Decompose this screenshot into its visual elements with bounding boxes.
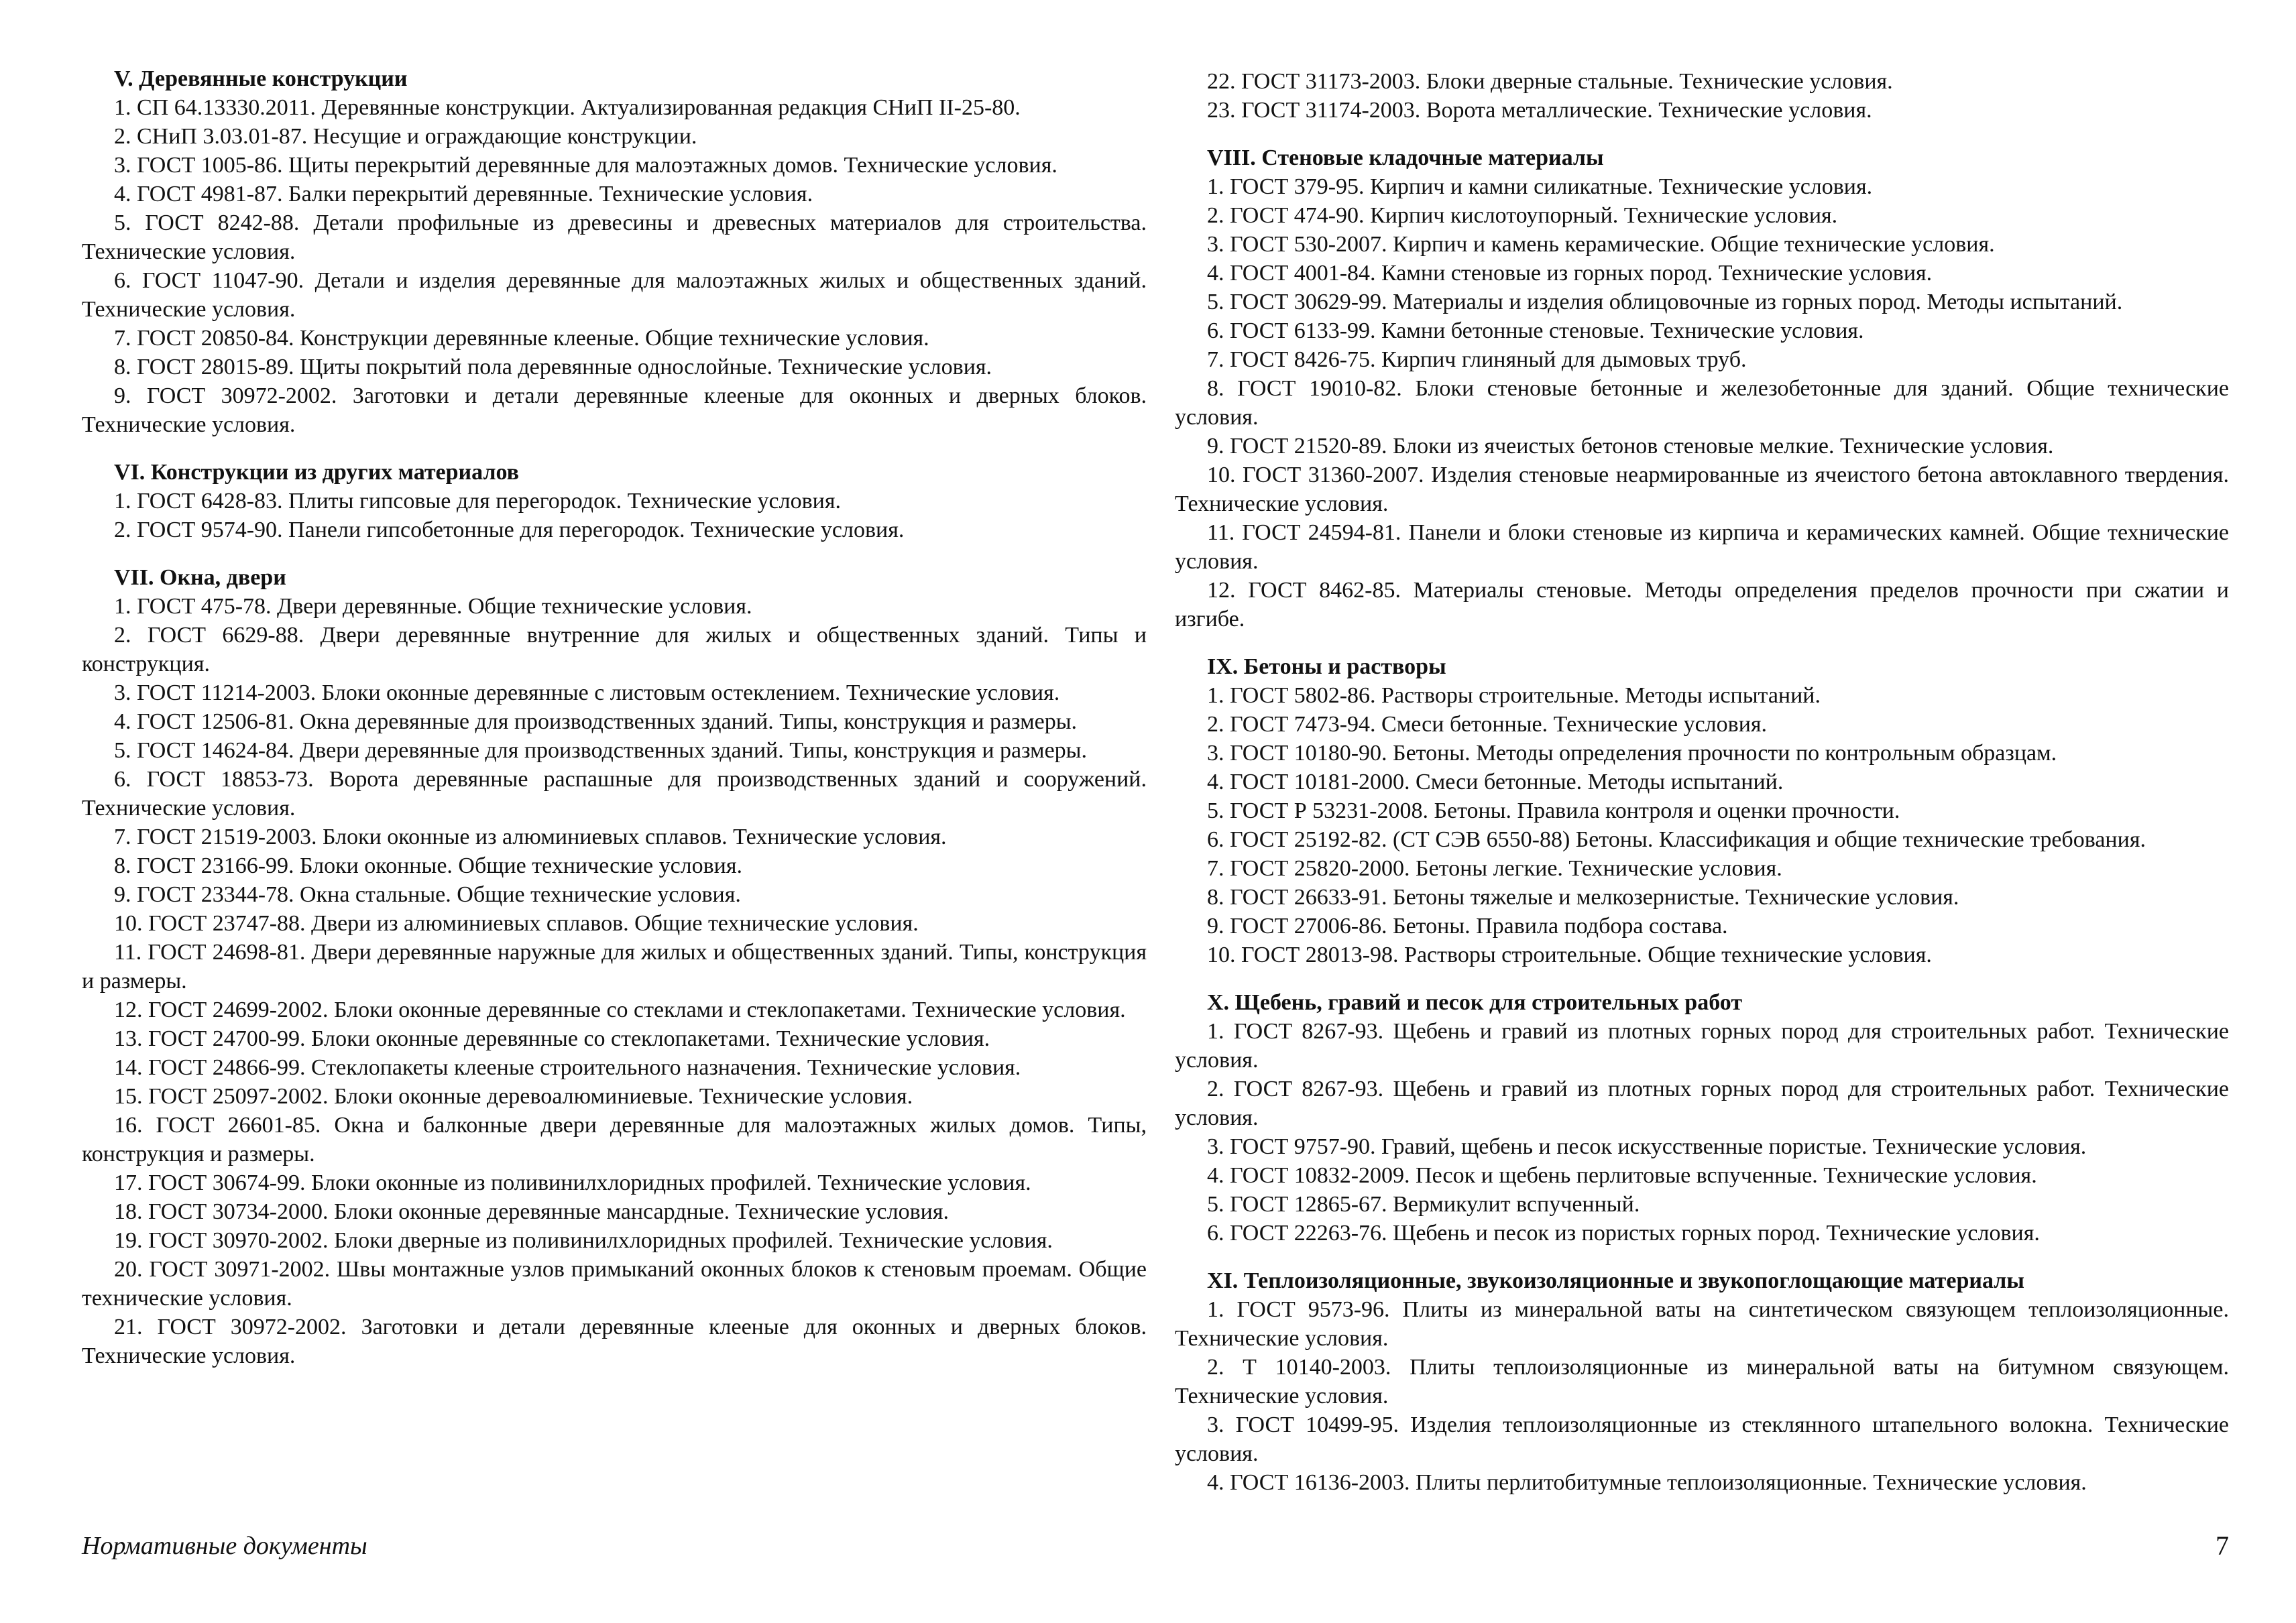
reference-item: 2. ГОСТ 474-90. Кирпич кислотоупорный. Технические условия. [1207, 203, 1838, 228]
reference-item: 4. ГОСТ 16136-2003. Плиты перлитобитумные теплоизоляционные. Технические условия. [1207, 1470, 2087, 1495]
running-footer-title: Нормативные документы [82, 1532, 367, 1560]
section-heading: V. Деревянные конструкции [114, 66, 408, 91]
reference-item: 4. ГОСТ 10181-2000. Смеси бетонные. Методы испытаний. [1207, 770, 1784, 794]
reference-item: 9. ГОСТ 21520-89. Блоки из ячеистых бетонов стеновые мелкие. Технические условия. [1207, 434, 2054, 459]
section-heading: VII. Окна, двери [114, 565, 286, 590]
reference-item: 13. ГОСТ 24700-99. Блоки оконные деревянные со стеклопакетами. Технические условия. [114, 1026, 990, 1051]
reference-item: 21. ГОСТ 30972-2002. Заготовки и детали деревянные клееные для оконных и дверных блоков. Технические условия. [82, 1315, 1147, 1368]
reference-item: 8. ГОСТ 23166-99. Блоки оконные. Общие технические условия. [114, 853, 743, 878]
reference-item: 7. ГОСТ 25820-2000. Бетоны легкие. Технические условия. [1207, 856, 1782, 881]
section-heading: XI. Теплоизоляционные, звукоизоляционные и звукопоглощающие материалы [1207, 1268, 2024, 1293]
section [1175, 1266, 2229, 1497]
reference-item: 6. ГОСТ 22263-76. Щебень и песок из пористых горных пород. Технические условия. [1207, 1221, 2040, 1246]
section [82, 563, 1147, 1370]
reference-item: 17. ГОСТ 30674-99. Блоки оконные из поливинилхлоридных профилей. Технические условия. [114, 1170, 1031, 1195]
reference-item: 5. ГОСТ 12865-67. Вермикулит вспученный. [1207, 1192, 1640, 1217]
section [82, 64, 1147, 439]
reference-item: 1. ГОСТ 475-78. Двери деревянные. Общие технические условия. [114, 594, 752, 619]
reference-item: 3. ГОСТ 10499-95. Изделия теплоизоляционные из стеклянного штапельного волокна. Технические условия. [1175, 1412, 2229, 1466]
reference-item: 8. ГОСТ 28015-89. Щиты покрытий пола деревянные однослойные. Технические условия. [114, 355, 992, 379]
section-heading: X. Щебень, гравий и песок для строительных работ [1207, 990, 1743, 1015]
reference-item: 1. ГОСТ 5802-86. Растворы строительные. Методы испытаний. [1207, 683, 1821, 708]
reference-item: 3. ГОСТ 11214-2003. Блоки оконные деревянные с листовым остеклением. Технические условия. [114, 680, 1060, 705]
reference-item: 9. ГОСТ 23344-78. Окна стальные. Общие технические условия. [114, 882, 741, 907]
reference-item: 8. ГОСТ 26633-91. Бетоны тяжелые и мелкозернистые. Технические условия. [1207, 885, 1959, 910]
reference-item: 2. ГОСТ 8267-93. Щебень и гравий из плотных горных пород для строительных работ. Технические условия. [1175, 1077, 2229, 1130]
reference-item: 4. ГОСТ 10832-2009. Песок и щебень перлитовые вспученные. Технические условия. [1207, 1163, 2037, 1188]
reference-item: 5. ГОСТ 8242-88. Детали профильные из древесины и древесных материалов для строительства. Технические условия. [82, 211, 1147, 264]
reference-item: 23. ГОСТ 31174-2003. Ворота металлические. Технические условия. [1207, 98, 1872, 123]
reference-item: 20. ГОСТ 30971-2002. Швы монтажные узлов примыканий оконных блоков к стеновым проемам. Общие технические условия. [82, 1257, 1147, 1311]
reference-item: 2. СНиП 3.03.01-87. Несущие и ограждающие конструкции. [114, 124, 697, 149]
reference-item: 10. ГОСТ 31360-2007. Изделия стеновые неармированные из ячеистого бетона автоклавного твердения. Технические условия. [1175, 463, 2229, 516]
reference-item: 2. ГОСТ 6629-88. Двери деревянные внутренние для жилых и общественных зданий. Типы и конструкция. [82, 623, 1147, 676]
reference-item: 7. ГОСТ 21519-2003. Блоки оконные из алюминиевых сплавов. Технические условия. [114, 825, 947, 849]
section [1175, 143, 2229, 634]
reference-item: 3. ГОСТ 9757-90. Гравий, щебень и песок искусственные пористые. Технические условия. [1207, 1134, 2087, 1159]
reference-item: 9. ГОСТ 27006-86. Бетоны. Правила подбора состава. [1207, 914, 1728, 939]
reference-item: 5. ГОСТ Р 53231-2008. Бетоны. Правила контроля и оценки прочности. [1207, 798, 1900, 823]
reference-item: 12. ГОСТ 8462-85. Материалы стеновые. Методы определения пределов прочности при сжатии и изгибе. [1175, 578, 2229, 632]
continued-section [1175, 67, 2229, 125]
reference-item: 4. ГОСТ 4981-87. Балки перекрытий деревянные. Технические условия. [114, 182, 813, 206]
reference-item: 4. ГОСТ 4001-84. Камни стеновые из горных пород. Технические условия. [1207, 261, 1933, 286]
reference-item: 18. ГОСТ 30734-2000. Блоки оконные деревянные мансардные. Технические условия. [114, 1199, 950, 1224]
reference-item: 15. ГОСТ 25097-2002. Блоки оконные деревоалюминиевые. Технические условия. [114, 1084, 913, 1109]
section-heading: IX. Бетоны и растворы [1207, 654, 1446, 679]
reference-item: 22. ГОСТ 31173-2003. Блоки дверные стальные. Технические условия. [1207, 69, 1893, 94]
reference-item: 5. ГОСТ 30629-99. Материалы и изделия облицовочные из горных пород. Методы испытаний. [1207, 290, 2123, 314]
reference-item: 14. ГОСТ 24866-99. Стеклопакеты клееные строительного назначения. Технические условия. [114, 1055, 1021, 1080]
right-column [1175, 0, 2229, 1516]
reference-item: 2. ГОСТ 9574-90. Панели гипсобетонные для перегородок. Технические условия. [114, 518, 905, 542]
left-column [82, 0, 1147, 1389]
page-number: 7 [2216, 1530, 2229, 1561]
section-heading: VIII. Стеновые кладочные материалы [1207, 145, 1604, 170]
reference-item: 6. ГОСТ 11047-90. Детали и изделия деревянные для малоэтажных жилых и общественных зданий. Технические условия. [82, 268, 1147, 322]
section [1175, 988, 2229, 1248]
reference-item: 7. ГОСТ 20850-84. Конструкции деревянные клееные. Общие технические условия. [114, 326, 929, 351]
reference-item: 7. ГОСТ 8426-75. Кирпич глиняный для дымовых труб. [1207, 347, 1747, 372]
reference-item: 1. ГОСТ 8267-93. Щебень и гравий из плотных горных пород для строительных работ. Технические условия. [1175, 1019, 2229, 1073]
section [82, 458, 1147, 544]
reference-item: 19. ГОСТ 30970-2002. Блоки дверные из поливинилхлоридных профилей. Технические условия. [114, 1228, 1053, 1253]
reference-item: 2. ГОСТ 7473-94. Смеси бетонные. Технические условия. [1207, 712, 1768, 737]
reference-item: 10. ГОСТ 28013-98. Растворы строительные. Общие технические условия. [1207, 943, 1932, 967]
reference-item: 1. ГОСТ 379-95. Кирпич и камни силикатные. Технические условия. [1207, 174, 1873, 199]
reference-item: 1. СП 64.13330.2011. Деревянные конструкции. Актуализированная редакция СНиП II-25-80. [114, 95, 1021, 120]
reference-item: 9. ГОСТ 30972-2002. Заготовки и детали деревянные клееные для оконных и дверных блоков. Технические условия. [82, 383, 1147, 437]
reference-item: 6. ГОСТ 18853-73. Ворота деревянные распашные для производственных зданий и сооружений. Технические условия. [82, 767, 1147, 821]
reference-item: 11. ГОСТ 24698-81. Двери деревянные наружные для жилых и общественных зданий. Типы, конструкция и размеры. [82, 940, 1147, 994]
reference-item: 8. ГОСТ 19010-82. Блоки стеновые бетонные и железобетонные для зданий. Общие технические условия. [1175, 376, 2229, 430]
reference-item: 2. Т 10140-2003. Плиты теплоизоляционные из минеральной ваты на битумном связующем. Технические условия. [1175, 1355, 2229, 1408]
reference-item: 4. ГОСТ 12506-81. Окна деревянные для производственных зданий. Типы, конструкция и размеры. [114, 709, 1078, 734]
reference-item: 3. ГОСТ 1005-86. Щиты перекрытий деревянные для малоэтажных домов. Технические условия. [114, 153, 1057, 178]
reference-item: 3. ГОСТ 530-2007. Кирпич и камень керамические. Общие технические условия. [1207, 232, 1995, 257]
reference-item: 1. ГОСТ 6428-83. Плиты гипсовые для перегородок. Технические условия. [114, 489, 841, 514]
section-heading: VI. Конструкции из других материалов [114, 460, 520, 485]
reference-item: 6. ГОСТ 6133-99. Камни бетонные стеновые. Технические условия. [1207, 318, 1864, 343]
reference-item: 10. ГОСТ 23747-88. Двери из алюминиевых сплавов. Общие технические условия. [114, 911, 919, 936]
reference-item: 5. ГОСТ 14624-84. Двери деревянные для производственных зданий. Типы, конструкция и размеры. [114, 738, 1088, 763]
reference-item: 12. ГОСТ 24699-2002. Блоки оконные деревянные со стеклами и стеклопакетами. Технические условия. [114, 998, 1126, 1022]
reference-item: 3. ГОСТ 10180-90. Бетоны. Методы определения прочности по контрольным образцам. [1207, 741, 2057, 766]
reference-item: 11. ГОСТ 24594-81. Панели и блоки стеновые из кирпича и керамических камней. Общие технические условия. [1175, 520, 2229, 574]
reference-item: 1. ГОСТ 9573-96. Плиты из минеральной ваты на синтетическом связующем теплоизоляционные. Технические условия. [1175, 1297, 2229, 1351]
reference-item: 6. ГОСТ 25192-82. (СТ СЭВ 6550-88) Бетоны. Классификация и общие технические требования. [1207, 827, 2146, 852]
reference-item: 16. ГОСТ 26601-85. Окна и балконные двери деревянные для малоэтажных жилых домов. Типы, конструкция и размеры. [82, 1113, 1147, 1166]
section [1175, 652, 2229, 969]
